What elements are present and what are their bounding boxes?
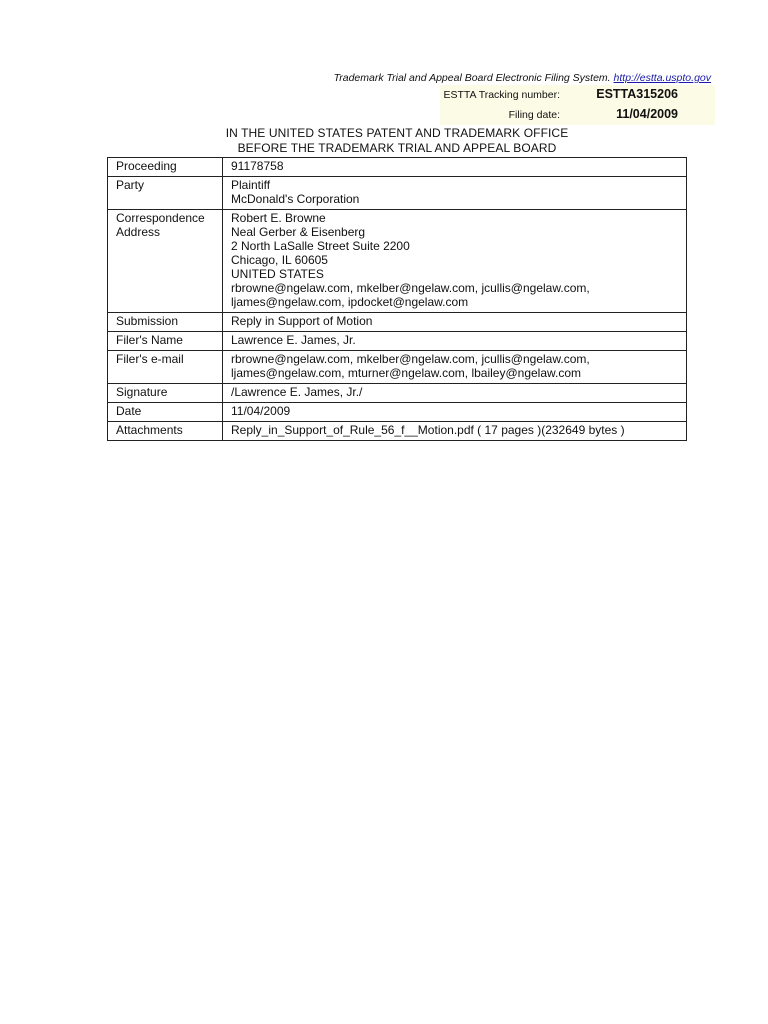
filing-date-value: 11/04/2009 — [616, 107, 678, 121]
correspondence-label-line-1: Correspondence — [116, 211, 205, 225]
attachments-label: Attachments — [108, 422, 223, 441]
estta-link[interactable]: http://estta.uspto.gov — [613, 72, 711, 84]
party-row — [108, 177, 687, 210]
correspondence-line: Robert E. Browne — [231, 211, 326, 225]
tracking-label: ESTTA Tracking number: — [443, 89, 560, 101]
date-value: 11/04/2009 — [223, 403, 687, 422]
party-role: Plaintiff — [231, 178, 271, 192]
filers-email-label: Filer's e-mail — [108, 351, 223, 384]
correspondence-line: 2 North LaSalle Street Suite 2200 — [231, 239, 410, 253]
party-name: McDonald's Corporation — [231, 192, 360, 206]
correspondence-row — [108, 210, 687, 313]
proceeding-value: 91178758 — [223, 158, 687, 177]
system-name: Trademark Trial and Appeal Board Electronic Filing System. — [333, 72, 611, 84]
correspondence-line: Neal Gerber & Eisenberg — [231, 225, 366, 239]
date-row — [108, 403, 687, 422]
correspondence-line: ljames@ngelaw.com, ipdocket@ngelaw.com — [231, 295, 469, 309]
filers-email-row — [108, 351, 687, 384]
date-label: Date — [108, 403, 223, 422]
attachments-value: Reply_in_Support_of_Rule_56_f__Motion.pdf ( 17 pages )(232649 bytes ) — [223, 422, 687, 441]
signature-value: /Lawrence E. James, Jr./ — [223, 384, 687, 403]
filers-name-value: Lawrence E. James, Jr. — [223, 332, 687, 351]
proceeding-label: Proceeding — [108, 158, 223, 177]
correspondence-label-line-2: Address — [116, 225, 161, 239]
filers-email-line: ljames@ngelaw.com, mturner@ngelaw.com, lbailey@ngelaw.com — [231, 366, 582, 380]
tracking-row — [440, 85, 715, 105]
submission-value: Reply in Support of Motion — [223, 313, 687, 332]
correspondence-line: Chicago, IL 60605 — [231, 253, 328, 267]
party-label: Party — [108, 177, 223, 210]
correspondence-label — [108, 210, 223, 313]
filers-email-line: rbrowne@ngelaw.com, mkelber@ngelaw.com, jcullis@ngelaw.com, — [231, 352, 590, 366]
system-header — [334, 72, 711, 84]
submission-row — [108, 313, 687, 332]
correspondence-value — [223, 210, 687, 313]
title-line-2: BEFORE THE TRADEMARK TRIAL AND APPEAL BOARD — [237, 141, 557, 155]
title-line-1: IN THE UNITED STATES PATENT AND TRADEMARK OFFICE — [225, 126, 569, 140]
filing-date-row — [440, 105, 715, 125]
filers-name-label: Filer's Name — [108, 332, 223, 351]
filing-date-label: Filing date: — [508, 109, 560, 121]
tracking-box — [440, 85, 715, 125]
correspondence-line: UNITED STATES — [231, 267, 324, 281]
signature-label: Signature — [108, 384, 223, 403]
tracking-number: ESTTA315206 — [596, 87, 678, 101]
submission-label: Submission — [108, 313, 223, 332]
filers-email-value — [223, 351, 687, 384]
filing-table — [107, 157, 687, 441]
correspondence-line: rbrowne@ngelaw.com, mkelber@ngelaw.com, jcullis@ngelaw.com, — [231, 281, 590, 295]
party-value — [223, 177, 687, 210]
signature-row — [108, 384, 687, 403]
attachments-row — [108, 422, 687, 441]
filers-name-row — [108, 332, 687, 351]
proceeding-row — [108, 158, 687, 177]
